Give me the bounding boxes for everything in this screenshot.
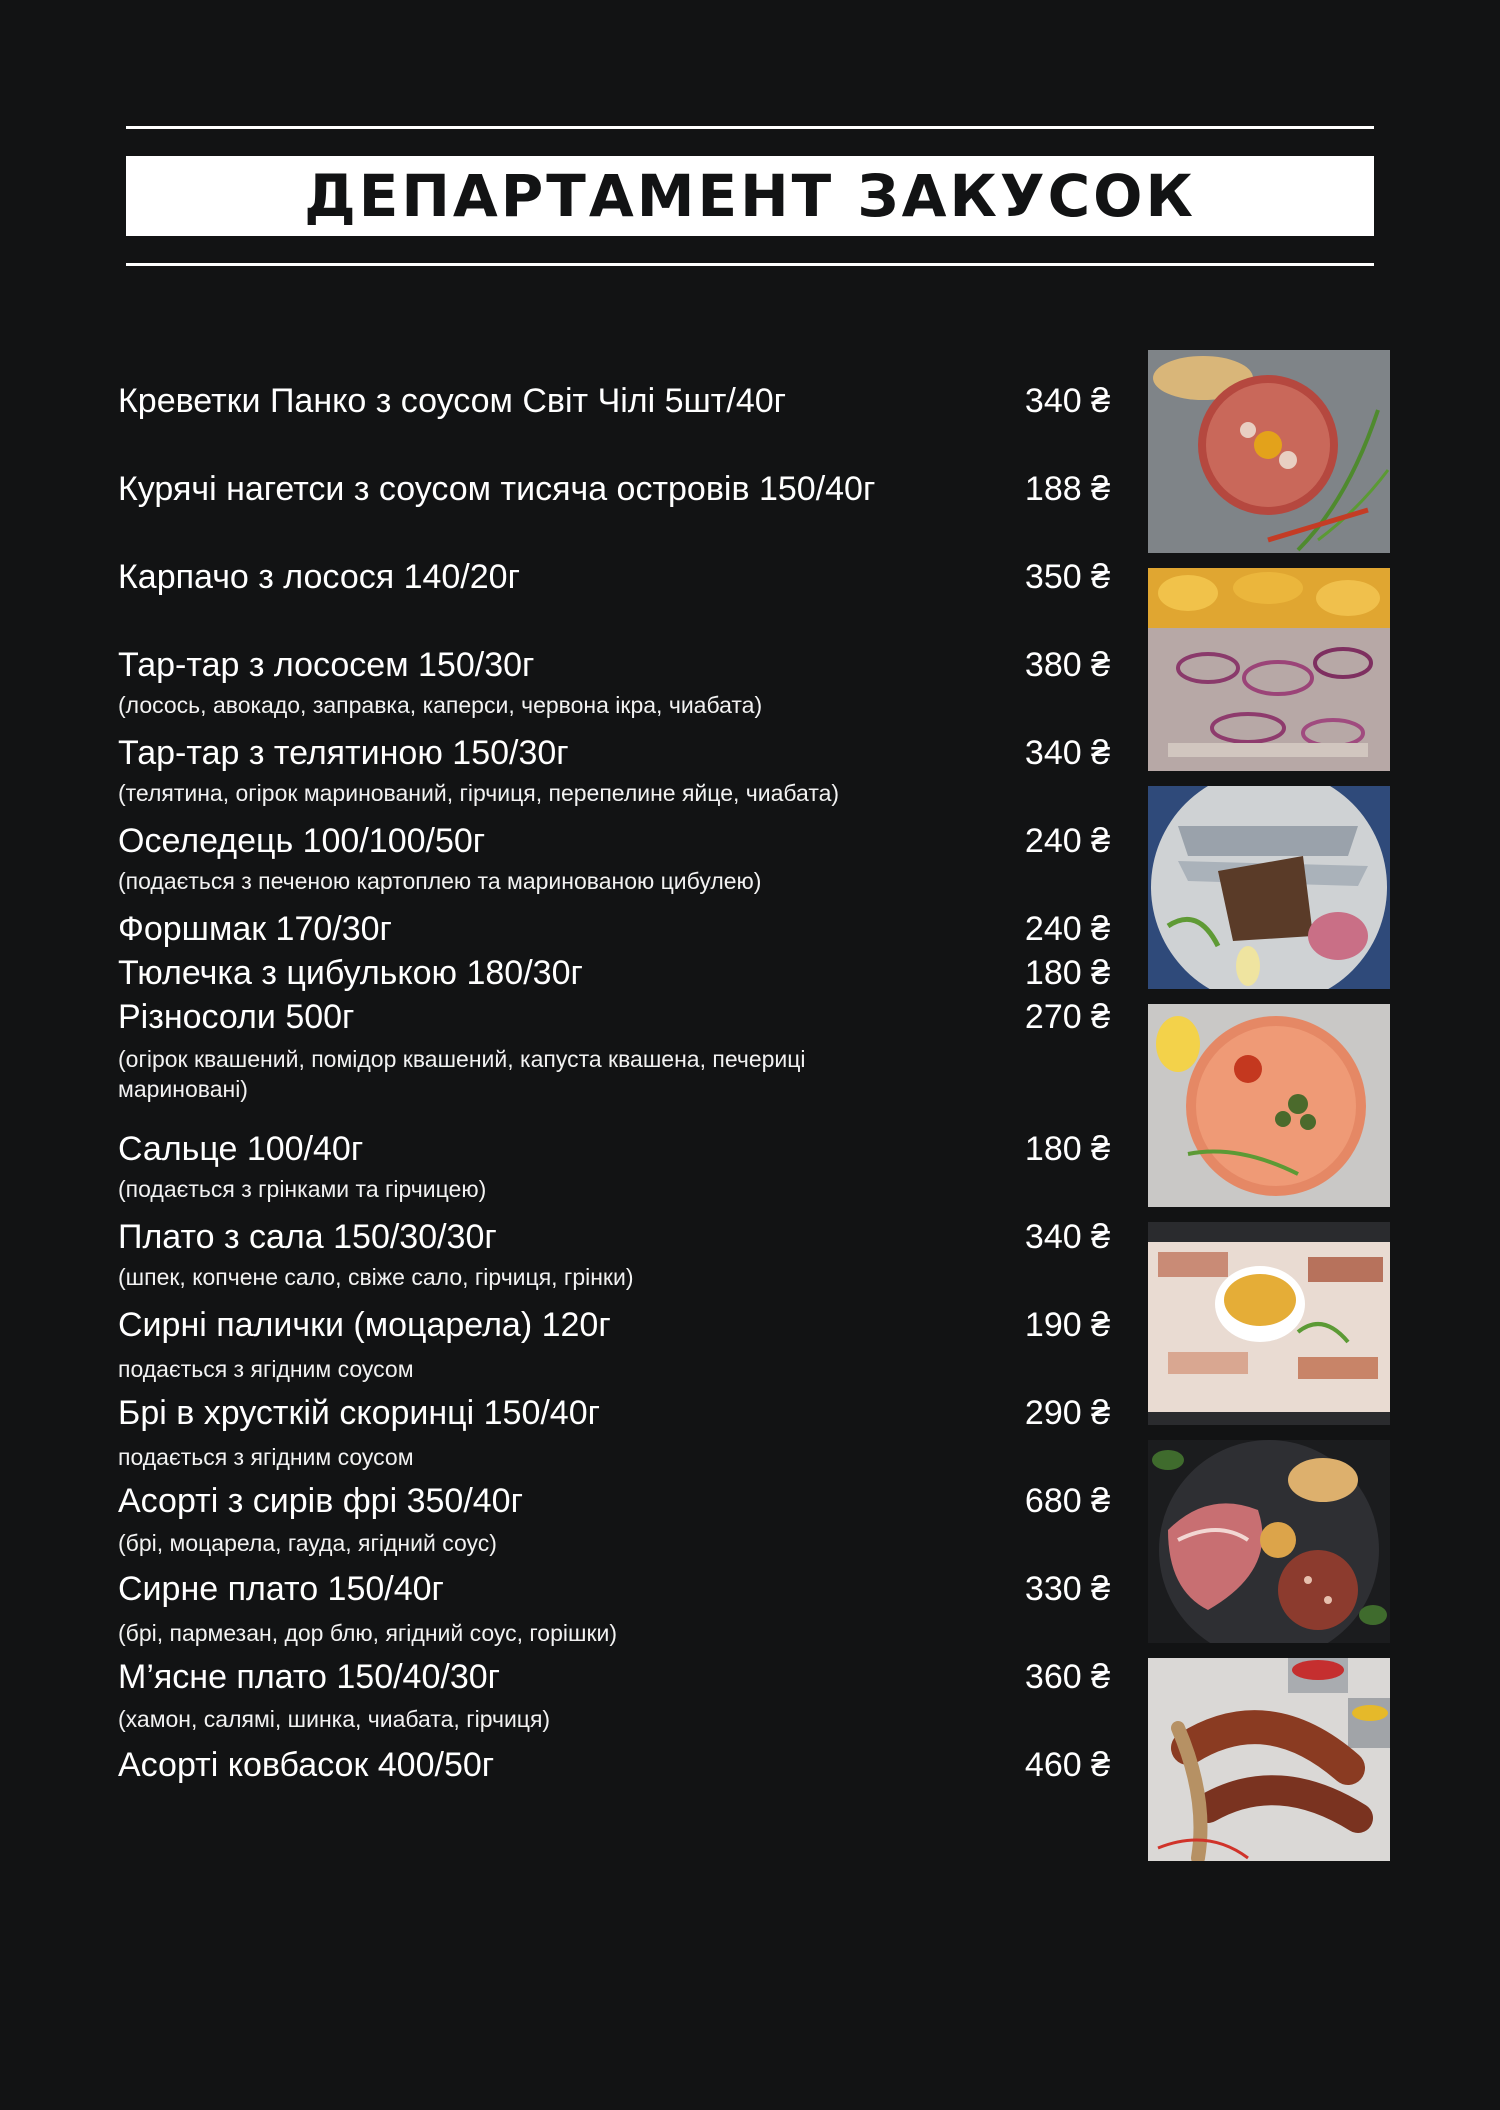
menu-item-description: (подається з печеною картоплею та маринованою цибулею) — [118, 868, 762, 894]
menu-item-price: 190 ₴ — [1024, 1306, 1110, 1344]
menu-item-description: (хамон, салямі, шинка, чиабата, гірчиця) — [118, 1706, 551, 1732]
sprats-bread-photo-icon — [1148, 786, 1390, 989]
menu-item-name: Оселедець 100/100/50г — [118, 822, 486, 860]
menu-item-name: Креветки Панко з соусом Світ Чілі 5шт/40г — [118, 382, 787, 420]
menu-item-price: 460 ₴ — [1024, 1746, 1110, 1784]
meat-platter-photo-icon — [1148, 1440, 1390, 1643]
menu-item-price: 180 ₴ — [1024, 1130, 1110, 1168]
menu-item-price: 270 ₴ — [1024, 998, 1110, 1036]
menu-item-price: 330 ₴ — [1024, 1570, 1110, 1608]
menu-item-description: подається з ягідним соусом — [118, 1356, 414, 1382]
menu-item-name: Тюлечка з цибулькою 180/30г — [118, 954, 583, 992]
menu-item-price: 380 ₴ — [1024, 646, 1110, 684]
salo-platter-photo-icon — [1148, 1222, 1390, 1425]
menu-item-price: 340 ₴ — [1024, 382, 1110, 420]
menu-item-name: Різносоли 500г — [118, 998, 355, 1036]
title-banner — [126, 156, 1374, 236]
header-bottom-rule — [126, 263, 1374, 266]
menu-item-price: 188 ₴ — [1024, 470, 1110, 508]
menu-item-description: (телятина, огірок маринований, гірчиця, перепелине яйце, чиабата) — [118, 780, 840, 806]
menu-item-description: (брі, моцарела, гауда, ягідний соус) — [118, 1530, 497, 1556]
menu-item-name: Тар-тар з телятиною 150/30г — [118, 734, 569, 772]
menu-item-name: М’ясне плато 150/40/30г — [118, 1658, 501, 1696]
menu-item-description: (брі, пармезан, дор блю, ягідний соус, горішки) — [118, 1620, 618, 1646]
menu-item-name: Плато з сала 150/30/30г — [118, 1218, 497, 1256]
tartare-photo-icon — [1148, 350, 1390, 553]
menu-item-name: Асорті з сирів фрі 350/40г — [118, 1482, 523, 1520]
menu-item-price: 680 ₴ — [1024, 1482, 1110, 1520]
herring-potatoes-photo-icon — [1148, 568, 1390, 771]
menu-item-name: Форшмак 170/30г — [118, 910, 392, 948]
menu-item-description: (подається з грінками та гірчицею) — [118, 1176, 487, 1202]
salmon-tartare-photo-icon — [1148, 1004, 1390, 1207]
menu-item-name: Асорті ковбасок 400/50г — [118, 1746, 495, 1784]
menu-item-price: 180 ₴ — [1024, 954, 1110, 992]
menu-item-description: (шпек, копчене сало, свіже сало, гірчиця, грінки) — [118, 1264, 634, 1290]
menu-item-price: 240 ₴ — [1024, 910, 1110, 948]
menu-item-price: 350 ₴ — [1024, 558, 1110, 596]
menu-item-name: Сальце 100/40г — [118, 1130, 364, 1168]
menu-item-price: 240 ₴ — [1024, 822, 1110, 860]
menu-item-price: 340 ₴ — [1024, 734, 1110, 772]
page-title: ДЕПАРТАМЕНТ ЗАКУСОК — [304, 162, 1196, 230]
menu-item-name: Тар-тар з лососем 150/30г — [118, 646, 535, 684]
menu-item-price: 340 ₴ — [1024, 1218, 1110, 1256]
menu-item-description: (лосось, авокадо, заправка, каперси, червона ікра, чиабата) — [118, 692, 763, 718]
menu-item-name: Курячі нагетси з соусом тисяча островів 150/40г — [118, 470, 876, 508]
menu-item-name: Карпачо з лосося 140/20г — [118, 558, 520, 596]
menu-item-description: (огірок квашений, помідор квашений, капуста квашена, печериці мариновані) — [118, 1046, 806, 1102]
menu-item-name: Сирне плато 150/40г — [118, 1570, 444, 1608]
sausages-photo-icon — [1148, 1658, 1390, 1861]
menu-item-name: Сирні палички (моцарела) 120г — [118, 1306, 611, 1344]
menu-item-price: 360 ₴ — [1024, 1658, 1110, 1696]
menu-item-name: Брі в хрусткій скоринці 150/40г — [118, 1394, 601, 1432]
menu-item-description: подається з ягідним соусом — [118, 1444, 414, 1470]
menu-item-price: 290 ₴ — [1024, 1394, 1110, 1432]
header-top-rule — [126, 126, 1374, 129]
